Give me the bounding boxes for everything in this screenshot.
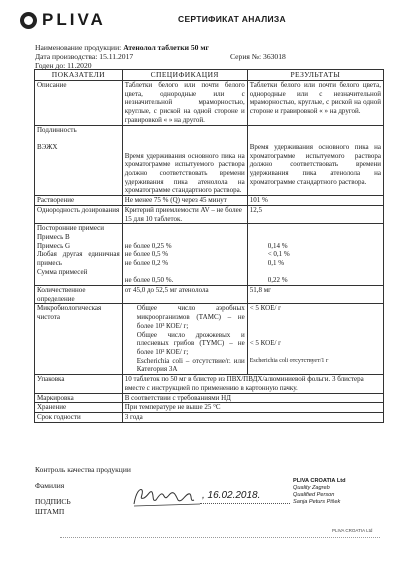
product-label: Наименование продукции: — [35, 43, 122, 52]
table-header-row — [35, 70, 384, 81]
spec-cell — [122, 224, 247, 286]
row-name: Количественное определение — [35, 286, 123, 304]
logo-icon — [20, 12, 37, 29]
table-row — [35, 412, 384, 422]
row-name: Срок годности — [35, 412, 123, 422]
impurity-name: Сумма примесей — [37, 267, 88, 276]
micro-spec: Общее число аэробных микроорганизмов (ТАМС) – не более 10³ КОЕ/ г; — [136, 304, 245, 330]
impurity-result: 0,1 % — [267, 258, 285, 267]
pliva-logo — [20, 10, 108, 34]
impurity-spec: не более 0,50 %. — [124, 276, 174, 285]
row-name: Микробиологическая чистота — [35, 304, 123, 375]
row-name: Описание — [35, 81, 123, 126]
table-row — [35, 286, 384, 304]
result-cell: 101 % — [247, 196, 383, 206]
row-name: Хранение — [35, 403, 123, 413]
result-cell — [247, 304, 383, 375]
table-row — [35, 196, 384, 206]
row-name: Маркировка — [35, 393, 123, 403]
row-name-main: Подлинность — [37, 125, 77, 134]
bottom-rule — [60, 537, 380, 538]
row-name: Растворение — [35, 196, 123, 206]
result-cell: 51,8 мг — [247, 286, 383, 304]
result-text: Время удерживания основного пика на хроматограмме испытуемого раствора должно соответствовать времени удерживания пика атенолола на хроматограмме стандартного раствора. — [249, 142, 381, 186]
production-date: Дата производства: 15.11.2017 — [35, 52, 134, 61]
product-value: Атенолол таблетки 50 мг — [123, 43, 209, 52]
stamp-line: PLIVA CROATIA Ltd — [293, 478, 346, 484]
table-row — [35, 81, 384, 126]
stamp-line: Quality Zagreb — [293, 485, 330, 491]
spec-cell: Критерий приемлемости AV – не более 15 для 10 таблеток. — [122, 205, 247, 223]
stamp-label: ШТАМП — [35, 507, 65, 516]
spec-text: Время удерживания основного пика на хроматограмме испытуемого раствора должно соответствовать времени удерживания пика атенолола на хроматограмме стандартного раствора. — [124, 151, 245, 195]
impurity-result: 0,14 % — [267, 241, 288, 250]
spec-cell — [122, 304, 247, 375]
table-row — [35, 403, 384, 413]
impurity-result: 0,22 % — [267, 276, 288, 285]
qc-label: Контроль качества продукции — [35, 465, 131, 474]
stamp-line: Sanja Peturs Pišek — [293, 499, 341, 505]
expiry-date: Годен до: 11.2020 — [35, 61, 92, 70]
impurity-spec: не более 0,5 % — [124, 250, 169, 259]
company-stamp — [293, 478, 346, 506]
impurity-name: Примесь В — [37, 232, 70, 241]
column-header: РЕЗУЛЬТАТЫ — [247, 70, 383, 81]
table-row — [35, 205, 384, 223]
column-header: ПОКАЗАТЕЛИ — [35, 70, 123, 81]
spec-cell: от 45,0 до 52,5 мг атенолола — [122, 286, 247, 304]
signature-label: ПОДПИСЬ — [35, 497, 71, 506]
impurities-title: Посторонние примеси — [37, 224, 104, 233]
micro-spec: Общее число дрожжевых и плесневых грибов (ТYMC) – не более 10² КОЕ/ г; — [136, 330, 245, 356]
signature-date: , 16.02.2018. — [202, 490, 261, 501]
impurity-name: Любая другая единичная примесь — [37, 250, 120, 268]
micro-spec: Escherichia coli – отсутствие/г. или Категория 3А — [136, 356, 245, 374]
spec-cell: Таблетки белого или почти белого цвета, однородные или с незначительной мраморностью, круглые, с риской на одной стороне и гравировкой « » на другой. — [122, 81, 247, 126]
micro-result: Escherichia coli отсутствует/1 г — [249, 357, 329, 364]
impurity-spec: не более 0,25 % — [124, 241, 172, 250]
signature-line — [200, 503, 290, 504]
series-number: Серия №: 363018 — [230, 52, 286, 61]
result-cell — [247, 224, 383, 286]
table-row — [35, 375, 384, 393]
micro-result: < 5 КОЕ/ г — [249, 304, 282, 313]
labeling-cell: В соответствии с требованиями НД — [122, 393, 383, 403]
packaging-cell: 10 таблеток по 50 мг в блистер из ПВХ/ПВДХ/алюминиевой фольги. 3 блистера вместе с инструкцией по применению в картонную пачку. — [122, 375, 383, 393]
impurity-result: < 0,1 % — [267, 250, 290, 259]
surname-label: Фамилия — [35, 481, 65, 490]
spec-cell — [122, 125, 247, 196]
result-cell: 12,5 — [247, 205, 383, 223]
storage-cell: При температуре не выше 25 °С — [122, 403, 383, 413]
shelf-life-cell: 3 года — [122, 412, 383, 422]
row-name-method: ВЭЖХ — [37, 142, 58, 151]
stamp-line: Qualified Person — [293, 492, 335, 498]
result-cell: Таблетки белого или почти белого цвета, однородные или с незначительной мраморностью, круглые, с риской на одной стороне и гравировкой « » на другой. — [247, 81, 383, 126]
brand-name: PLIVA — [42, 10, 106, 29]
table-row — [35, 393, 384, 403]
spec-cell: Не менее 75 % (Q) через 45 минут — [122, 196, 247, 206]
result-cell — [247, 125, 383, 196]
impurity-spec: не более 0,2 % — [124, 258, 169, 267]
spec-table — [34, 69, 384, 423]
product-line — [35, 43, 209, 52]
table-row — [35, 125, 384, 196]
document-title: СЕРТИФИКАТ АНАЛИЗА — [178, 14, 286, 24]
impurity-name: Примесь G — [37, 241, 71, 250]
row-name — [35, 224, 123, 286]
table-row — [35, 224, 384, 286]
row-name — [35, 125, 123, 196]
row-name: Упаковка — [35, 375, 123, 393]
column-header: СПЕЦИФИКАЦИЯ — [122, 70, 247, 81]
table-row — [35, 304, 384, 375]
row-name: Однородность дозирования — [35, 205, 123, 223]
micro-result: < 5 КОЕ/ г — [249, 339, 282, 348]
bottom-right-imprint: PLIVA CROATIA Ltd — [332, 528, 373, 533]
